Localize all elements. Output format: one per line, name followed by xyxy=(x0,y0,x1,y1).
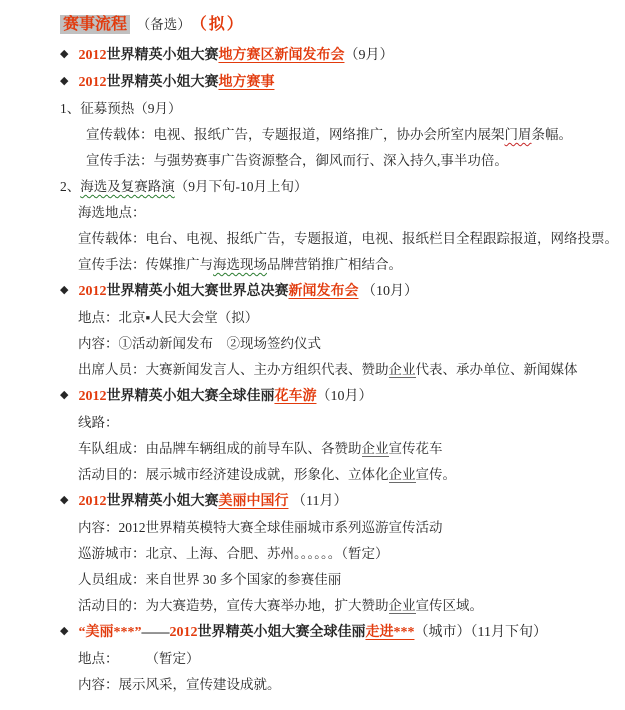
text-span: （10月） xyxy=(316,389,373,404)
diamond-bullet-icon: ◆ xyxy=(60,389,69,401)
doc-title: 赛事流程 xyxy=(60,15,130,34)
bullet-city-visit xyxy=(0,623,625,641)
text-span: 地点：北京▪人民大会堂（拟） xyxy=(78,310,259,325)
line-media-2 xyxy=(0,230,625,247)
text-span: 宣传手法：与强势赛事广告资源整合，御风而行、深入持久,事半功倍。 xyxy=(86,153,508,168)
bullet-local-press xyxy=(0,46,625,64)
text-span: （城市）（11月下旬） xyxy=(414,625,547,640)
text-span: 内容：2012世界精英模特大赛全球佳丽城市系列巡游宣传活动 xyxy=(78,520,443,535)
text-span: —— xyxy=(141,625,170,640)
text-span: 人员组成：来自世界 30 多个国家的参赛佳丽 xyxy=(78,572,342,587)
diamond-bullet-icon: ◆ xyxy=(60,284,69,296)
line-venue xyxy=(0,309,625,326)
line-content xyxy=(0,335,625,352)
line-fleet xyxy=(0,440,625,457)
text-span: 2012 xyxy=(78,48,107,63)
diamond-bullet-icon: ◆ xyxy=(60,625,69,637)
line-tour-cities xyxy=(0,545,625,562)
line-media-1 xyxy=(0,126,625,143)
title-alt-label: （备选） xyxy=(130,17,191,32)
text-span: 海选及复赛路演 xyxy=(80,179,175,194)
diamond-bullet-icon: ◆ xyxy=(60,48,69,60)
bullet-beautiful-china xyxy=(0,492,625,510)
text-span: 2012 xyxy=(78,389,107,404)
text-span: 出席人员：大赛新闻发言人、主办方组织代表、赞助 xyxy=(78,362,389,377)
text-span: 车队组成：由品牌车辆组成的前导车队、各赞助 xyxy=(78,441,362,456)
text-span: 活动目的：为大赛造势，宣传大赛举办地，扩大赞助 xyxy=(78,598,389,613)
text-span: 企业 xyxy=(388,598,416,613)
text-span: （9月下旬-10月上旬） xyxy=(174,179,308,194)
text-span: （10月） xyxy=(358,284,418,299)
text-span: 门眉 xyxy=(504,127,532,142)
line-method-2 xyxy=(0,256,625,273)
text-span: （11月） xyxy=(288,494,348,509)
text-span: 线路： xyxy=(78,415,119,430)
text-span: “美丽***” xyxy=(78,625,142,640)
text-span: 2012 xyxy=(78,494,107,509)
diamond-bullet-icon: ◆ xyxy=(60,494,69,506)
text-span: 新闻发布会 xyxy=(288,284,359,299)
text-span: 品牌营销推广相结合。 xyxy=(267,257,402,272)
document-body xyxy=(0,16,625,693)
text-span: 企业 xyxy=(388,467,416,482)
line-purpose-parade xyxy=(0,466,625,483)
text-span: 世界精英小姐大赛 xyxy=(106,48,219,63)
text-span: 世界精英小姐大赛全球佳丽 xyxy=(197,625,366,640)
diamond-bullet-icon: ◆ xyxy=(60,75,69,87)
text-span: 2012 xyxy=(169,625,198,640)
text-span: 2012 xyxy=(78,75,107,90)
text-span: 内容：①活动新闻发布 ②现场签约仪式 xyxy=(78,336,321,351)
line-participants xyxy=(0,571,625,588)
text-span: 走进*** xyxy=(365,625,415,640)
text-span: 内容：展示风采，宣传建设成就。 xyxy=(78,677,281,692)
text-span: 地方赛事 xyxy=(218,75,275,90)
text-span: 世界精英小姐大赛世界总决赛 xyxy=(106,284,289,299)
text-span: 世界精英小姐大赛全球佳丽 xyxy=(106,389,275,404)
bullet-finals-press xyxy=(0,282,625,300)
line-route xyxy=(0,414,625,431)
bullet-parade xyxy=(0,387,625,405)
title-draft-label: （拟） xyxy=(198,16,245,33)
text-span: 花车游 xyxy=(274,389,317,404)
text-span: （9月） xyxy=(344,48,394,63)
text-span: 宣传区域。 xyxy=(415,598,483,613)
text-span: 地点： （暂定） xyxy=(78,651,200,666)
text-span: 美丽中国行 xyxy=(218,494,289,509)
line-method-1 xyxy=(0,152,625,169)
line-content-tour xyxy=(0,519,625,536)
item-2-audition xyxy=(0,178,625,195)
text-span: 宣传手法：传媒推广与 xyxy=(78,257,213,272)
text-span: 海选地点： xyxy=(78,205,146,220)
line-content-2 xyxy=(0,676,625,693)
text-span: 地方赛区新闻发布会 xyxy=(218,48,345,63)
text-span: 世界精英小姐大赛 xyxy=(106,494,219,509)
text-span: 2、 xyxy=(60,179,81,194)
text-span: 1、征募预热（9月） xyxy=(60,101,182,116)
text-span: 代表、承办单位、新闻媒体 xyxy=(415,362,578,377)
text-span: 巡游城市：北京、上海、合肥、苏州。。。。。。（暂定） xyxy=(78,546,389,561)
line-audition-venue xyxy=(0,204,625,221)
text-span: 宣传。 xyxy=(415,467,456,482)
line-venue-2 xyxy=(0,650,625,667)
text-span: 海选现场 xyxy=(213,257,267,272)
line-purpose-tour xyxy=(0,597,625,614)
text-span: 宣传花车 xyxy=(388,441,443,456)
text-span: 2012 xyxy=(78,284,107,299)
line-attendees xyxy=(0,361,625,378)
doc-title-line xyxy=(0,16,625,33)
text-span: 活动目的：展示城市经济建设成就，形象化、立体化 xyxy=(78,467,389,482)
text-span: 条幅。 xyxy=(531,127,572,142)
text-span: 企业 xyxy=(361,441,389,456)
text-span: 企业 xyxy=(388,362,416,377)
text-span: 宣传载体：电台、电视、报纸广告，专题报道，电视、报纸栏目全程跟踪报道，网络投票。 xyxy=(78,231,618,246)
item-1-recruit xyxy=(0,100,625,117)
text-span: 宣传载体：电视、报纸广告，专题报道，网络推广，协办会所室内展架 xyxy=(86,127,505,142)
text-span: 世界精英小姐大赛 xyxy=(106,75,219,90)
bullet-local-contest xyxy=(0,73,625,91)
